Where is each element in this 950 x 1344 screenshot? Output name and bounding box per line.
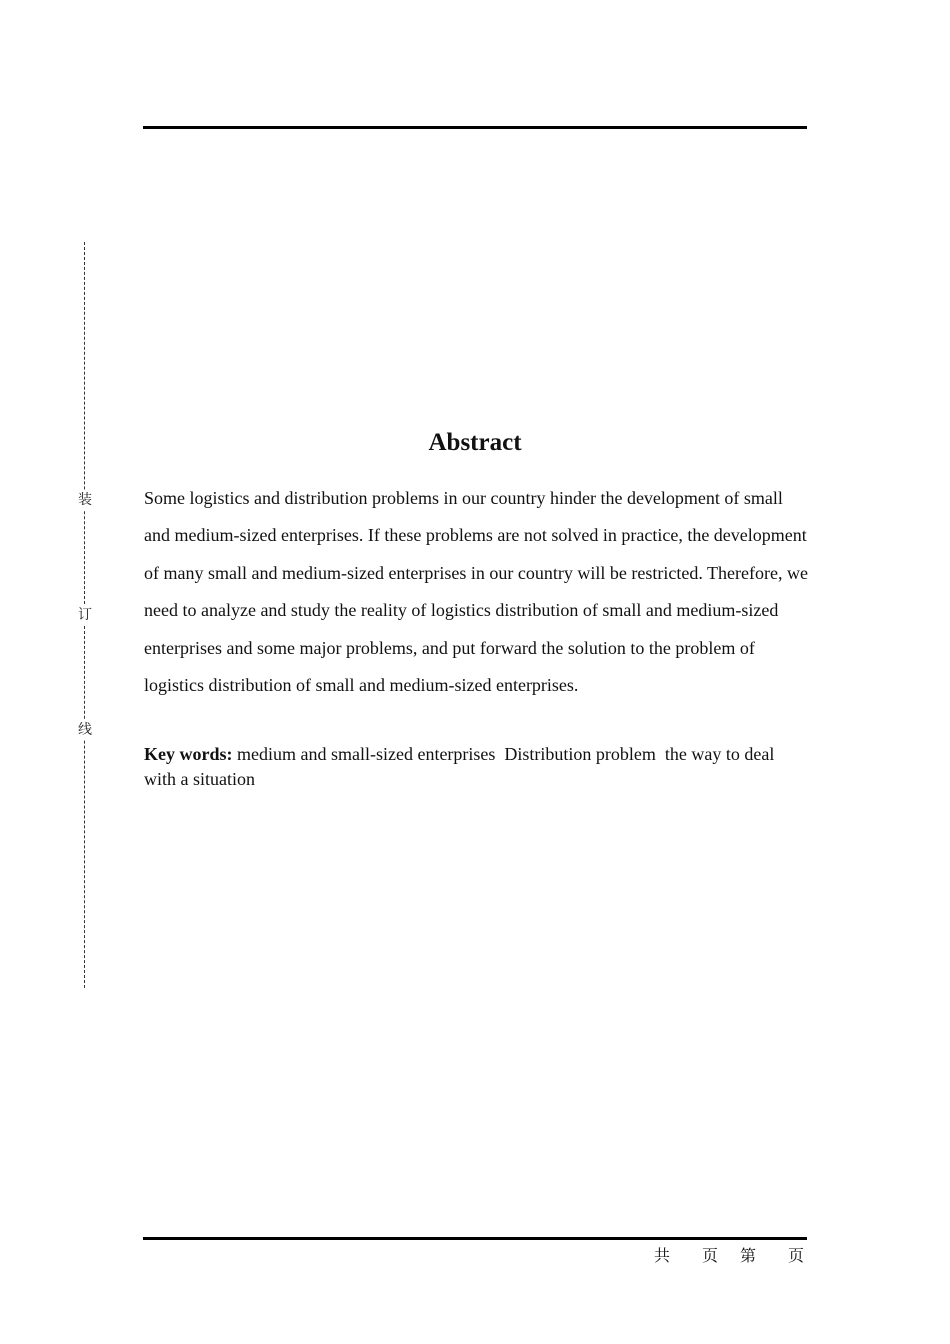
- keywords-text: medium and small-sized enterprises Distribution problem the way to deal with a situation: [144, 744, 779, 789]
- header-rule: [143, 126, 807, 129]
- abstract-body: Some logistics and distribution problems in our country hinder the development of small and medium-sized enterprises. If these problems are not solved in practice, the development of many small and medium-sized enterprises in our country will be restricted. Therefore, we need to analyze and study the reality of logistics distribution of small and medium-sized enterprises and some major problems, and put forward the solution to the problem of logistics distribution of small and medium-sized enterprises.: [144, 488, 808, 696]
- keywords-line: [144, 742, 784, 792]
- footer-rule: [143, 1237, 807, 1240]
- footer-page-label-1: 页: [702, 1246, 719, 1265]
- footer-page-label-2: 页: [788, 1246, 805, 1265]
- footer-current-label: 第: [740, 1246, 757, 1265]
- keywords-label: Key words:: [144, 744, 233, 764]
- binding-mark-zhuang: 装: [78, 492, 92, 508]
- page-footer: [650, 1244, 810, 1268]
- binding-mark-xian: 线: [78, 722, 92, 738]
- footer-total-label: 共: [654, 1246, 671, 1265]
- binding-mark-ding: 订: [78, 607, 92, 623]
- abstract-title: Abstract: [428, 429, 522, 456]
